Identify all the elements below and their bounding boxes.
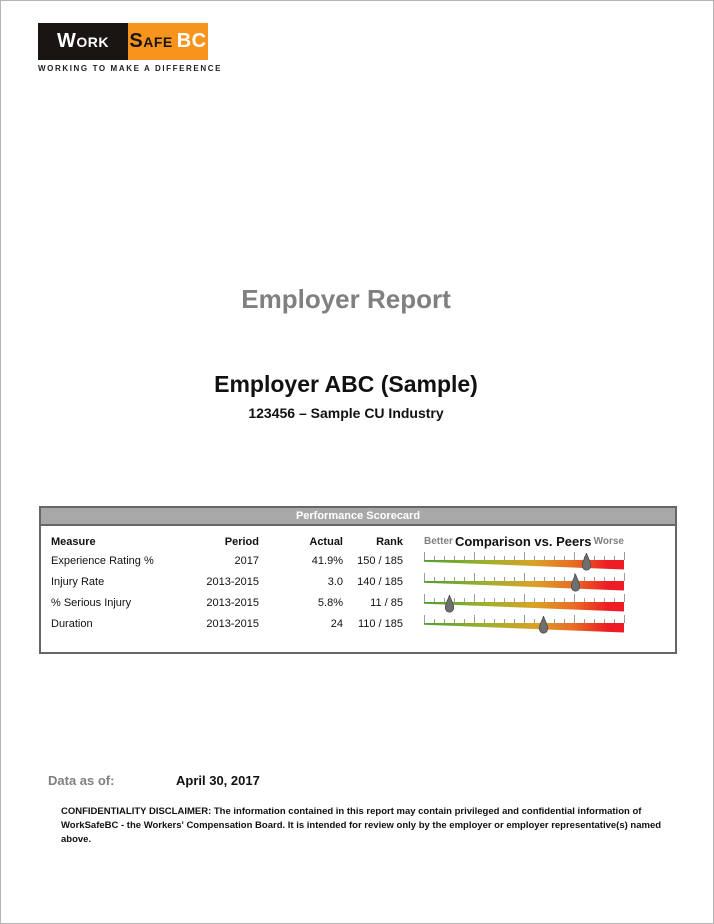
gauge-tick xyxy=(514,598,515,602)
peer-comparison-gauge xyxy=(424,573,624,591)
gauge-tick xyxy=(564,598,565,602)
gauge-tick xyxy=(514,619,515,623)
gauge-tick xyxy=(534,556,535,560)
gauge-tick xyxy=(504,619,505,623)
gauge-tick xyxy=(454,556,455,560)
gauge-tick xyxy=(424,615,425,623)
gauge-marker xyxy=(538,616,549,634)
employer-name: Employer ABC (Sample) xyxy=(214,371,478,397)
gauge-tick xyxy=(594,619,595,623)
gauge-marker xyxy=(570,574,581,592)
gauge-gradient-bar xyxy=(424,623,624,633)
scorecard-row-3 xyxy=(41,613,675,634)
gauge-tick xyxy=(464,577,465,581)
gauge-tick xyxy=(484,577,485,581)
logo-work-text: WORK xyxy=(56,30,109,52)
row-actual: 5.8% xyxy=(317,596,343,609)
gauge-tick xyxy=(484,598,485,602)
performance-scorecard xyxy=(39,506,677,654)
gauge-tick xyxy=(464,556,465,560)
row-measure: Injury Rate xyxy=(51,575,105,588)
gauge-tick xyxy=(524,594,525,602)
gauge-tick xyxy=(614,577,615,581)
gauge-marker xyxy=(581,553,592,571)
peer-comparison-gauge xyxy=(424,594,624,612)
column-header-better: Better xyxy=(424,536,453,547)
gauge-tick xyxy=(504,598,505,602)
gauge-tick xyxy=(494,598,495,602)
gauge-tick xyxy=(474,552,475,560)
gauge-tick xyxy=(424,552,425,560)
gauge-tick xyxy=(474,594,475,602)
row-actual: 24 xyxy=(330,617,343,630)
gauge-marker xyxy=(444,595,455,613)
gauge-tick xyxy=(494,577,495,581)
gauge-tick xyxy=(444,556,445,560)
gauge-tick xyxy=(604,556,605,560)
scorecard-row-2 xyxy=(41,592,675,613)
gauge-tick xyxy=(574,615,575,623)
employer-subtitle: 123456 – Sample CU Industry xyxy=(248,405,444,421)
worksafebc-logo xyxy=(38,23,208,60)
gauge-tick xyxy=(424,573,425,581)
gauge-tick xyxy=(504,556,505,560)
gauge-tick xyxy=(504,577,505,581)
peer-comparison-gauge xyxy=(424,552,624,570)
gauge-tick xyxy=(594,577,595,581)
gauge-tick xyxy=(534,577,535,581)
gauge-tick xyxy=(604,619,605,623)
gauge-tick xyxy=(494,619,495,623)
gauge-tick xyxy=(524,615,525,623)
gauge-tick xyxy=(554,619,555,623)
gauge-tick xyxy=(624,615,625,623)
gauge-tick xyxy=(584,577,585,581)
gauge-tick xyxy=(554,598,555,602)
scorecard-title: Performance Scorecard xyxy=(41,508,675,526)
page-title: Employer Report xyxy=(241,284,451,314)
column-header-period: Period xyxy=(224,535,259,548)
gauge-tick xyxy=(484,556,485,560)
gauge-tick xyxy=(514,577,515,581)
gauge-tick xyxy=(454,619,455,623)
row-rank: 11 / 85 xyxy=(370,596,403,609)
gauge-tick xyxy=(434,619,435,623)
row-rank: 110 / 185 xyxy=(357,617,403,630)
column-header-worse: Worse xyxy=(593,536,624,547)
gauge-tick xyxy=(524,573,525,581)
column-header-measure: Measure xyxy=(51,535,96,548)
scorecard-rows xyxy=(41,550,675,634)
gauge-tick xyxy=(454,577,455,581)
logo-bc-text: BC xyxy=(176,30,207,52)
gauge-tick xyxy=(534,598,535,602)
scorecard-row-0 xyxy=(41,550,675,571)
row-measure: Duration xyxy=(51,617,93,630)
gauge-tick xyxy=(594,598,595,602)
gauge-tick xyxy=(604,577,605,581)
gauge-tick xyxy=(584,598,585,602)
gauge-tick xyxy=(424,594,425,602)
row-actual: 3.0 xyxy=(327,575,343,588)
gauge-tick xyxy=(484,619,485,623)
gauge-tick xyxy=(464,598,465,602)
column-header-comparison: Comparison vs. Peers xyxy=(454,534,592,549)
gauge-tick xyxy=(564,619,565,623)
scorecard-column-headers xyxy=(41,533,675,550)
gauge-tick xyxy=(534,619,535,623)
row-period: 2013-2015 xyxy=(206,617,259,630)
gauge-tick xyxy=(554,556,555,560)
gauge-tick xyxy=(494,556,495,560)
data-as-of-label: Data as of: xyxy=(48,773,115,788)
gauge-tick xyxy=(444,577,445,581)
row-measure: % Serious Injury xyxy=(51,596,132,609)
confidentiality-disclaimer: CONFIDENTIALITY DISCLAIMER: The information contained in this report may contain privileged and confidential information of WorkSafeBC - the Workers' Compensation Board. It is intended for review only by the employer or employer representative(s) named above. xyxy=(61,806,662,845)
logo-safebc-block xyxy=(128,23,208,60)
gauge-tick xyxy=(514,556,515,560)
gauge-tick xyxy=(584,619,585,623)
row-period: 2017 xyxy=(234,554,259,567)
gauge-tick xyxy=(544,598,545,602)
gauge-tick xyxy=(564,577,565,581)
gauge-tick xyxy=(624,552,625,560)
row-measure: Experience Rating % xyxy=(51,554,154,567)
gauge-tick xyxy=(444,619,445,623)
gauge-tick xyxy=(614,619,615,623)
gauge-gradient-bar xyxy=(424,581,624,591)
row-rank: 140 / 185 xyxy=(357,575,403,588)
gauge-tick xyxy=(464,619,465,623)
gauge-tick xyxy=(554,577,555,581)
peer-comparison-gauge xyxy=(424,615,624,633)
gauge-tick xyxy=(434,577,435,581)
gauge-tick xyxy=(434,556,435,560)
gauge-tick xyxy=(624,573,625,581)
logo-safe-text: SAFE xyxy=(129,30,173,52)
row-rank: 150 / 185 xyxy=(357,554,403,567)
gauge-tick xyxy=(614,556,615,560)
gauge-tick xyxy=(594,556,595,560)
gauge-tick xyxy=(544,577,545,581)
column-header-rank: Rank xyxy=(376,535,403,548)
logo-work-block xyxy=(38,23,128,60)
gauge-tick xyxy=(474,615,475,623)
gauge-gradient-bar xyxy=(424,560,624,570)
gauge-tick xyxy=(564,556,565,560)
data-as-of-value: April 30, 2017 xyxy=(176,773,260,788)
gauge-tick xyxy=(604,598,605,602)
gauge-tick xyxy=(624,594,625,602)
column-header-actual: Actual xyxy=(309,535,343,548)
gauge-tick xyxy=(544,556,545,560)
row-actual: 41.9% xyxy=(311,554,343,567)
gauge-tick xyxy=(574,552,575,560)
gauge-tick xyxy=(574,594,575,602)
row-period: 2013-2015 xyxy=(206,596,259,609)
gauge-tick xyxy=(524,552,525,560)
scorecard-row-1 xyxy=(41,571,675,592)
row-period: 2013-2015 xyxy=(206,575,259,588)
gauge-tick xyxy=(614,598,615,602)
gauge-tick xyxy=(434,598,435,602)
logo-tagline: WORKING TO MAKE A DIFFERENCE xyxy=(38,64,223,73)
gauge-tick xyxy=(474,573,475,581)
